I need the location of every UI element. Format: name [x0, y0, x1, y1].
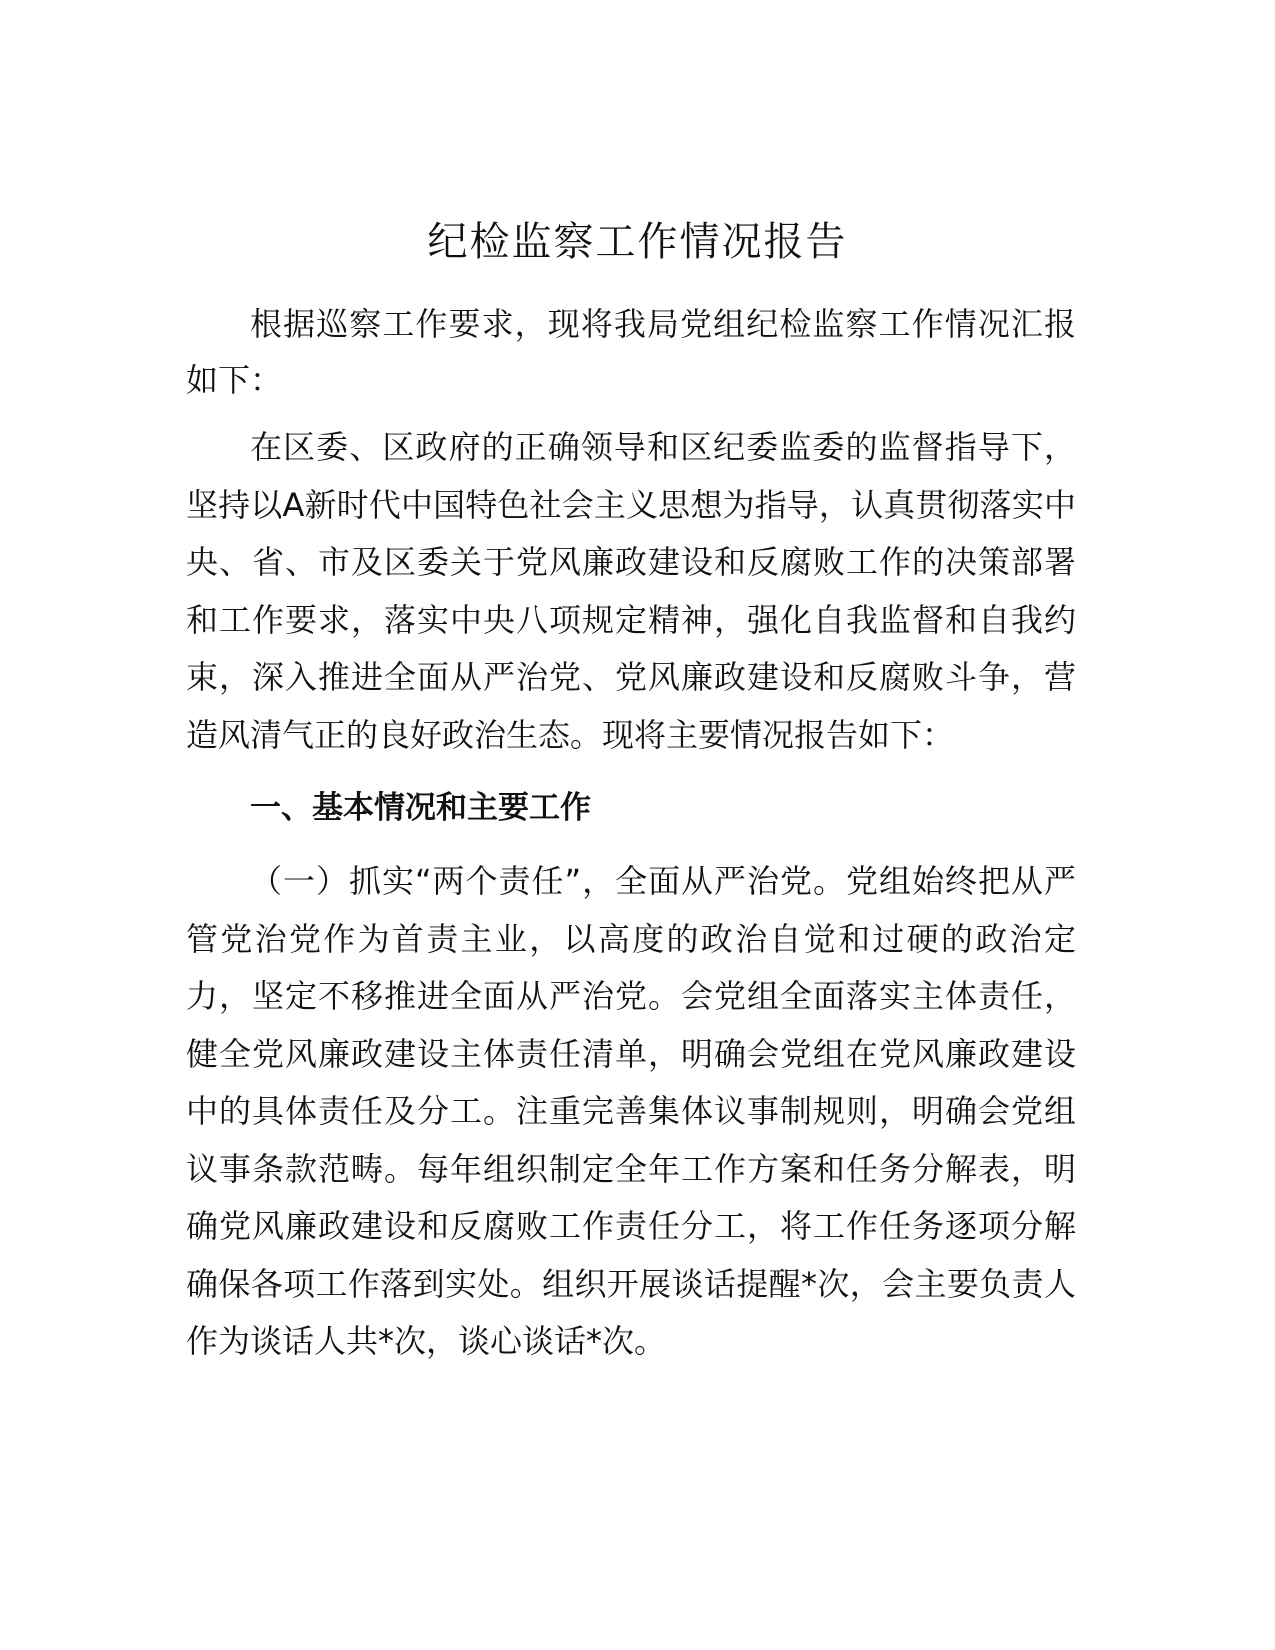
overview-paragraph: 在区委、区政府的正确领导和区纪委监委的监督指导下，坚持以A新时代中国特色社会主义思想为指导，认真贯彻落实中央、省、市及区委关于党风廉政建设和反腐败工作的决策部署和工作要求，落实中央八项规定精神，强化自我监督和自我约束，深入推进全面从严治党、党风廉政建设和反腐败斗争，营造风清气正的良好政治生态。现将主要情况报告如下： — [186, 428, 1076, 754]
intro-paragraph: 根据巡察工作要求，现将我局党组纪检监察工作情况汇报如下： — [186, 305, 1076, 399]
document-title: 纪检监察工作情况报告 — [427, 219, 848, 265]
section-heading: 一、基本情况和主要工作 — [250, 790, 591, 826]
body-paragraph: （一）抓实“两个责任”，全面从严治党。党组始终把从严管党治党作为首责主业，以高度的政治自觉和过硬的政治定力，坚定不移推进全面从严治党。会党组全面落实主体责任，健全党风廉政建设主体责任清单，明确会党组在党风廉政建设中的具体责任及分工。注重完善集体议事制规则，明确会党组议事条款范畴。每年组织制定全年工作方案和任务分解表，明确党风廉政建设和反腐败工作责任分工，将工作任务逐项分解确保各项工作落到实处。组织开展谈话提醒*次，会主要负责人作为谈话人共*次，谈心谈话*次。 — [186, 862, 1076, 1360]
